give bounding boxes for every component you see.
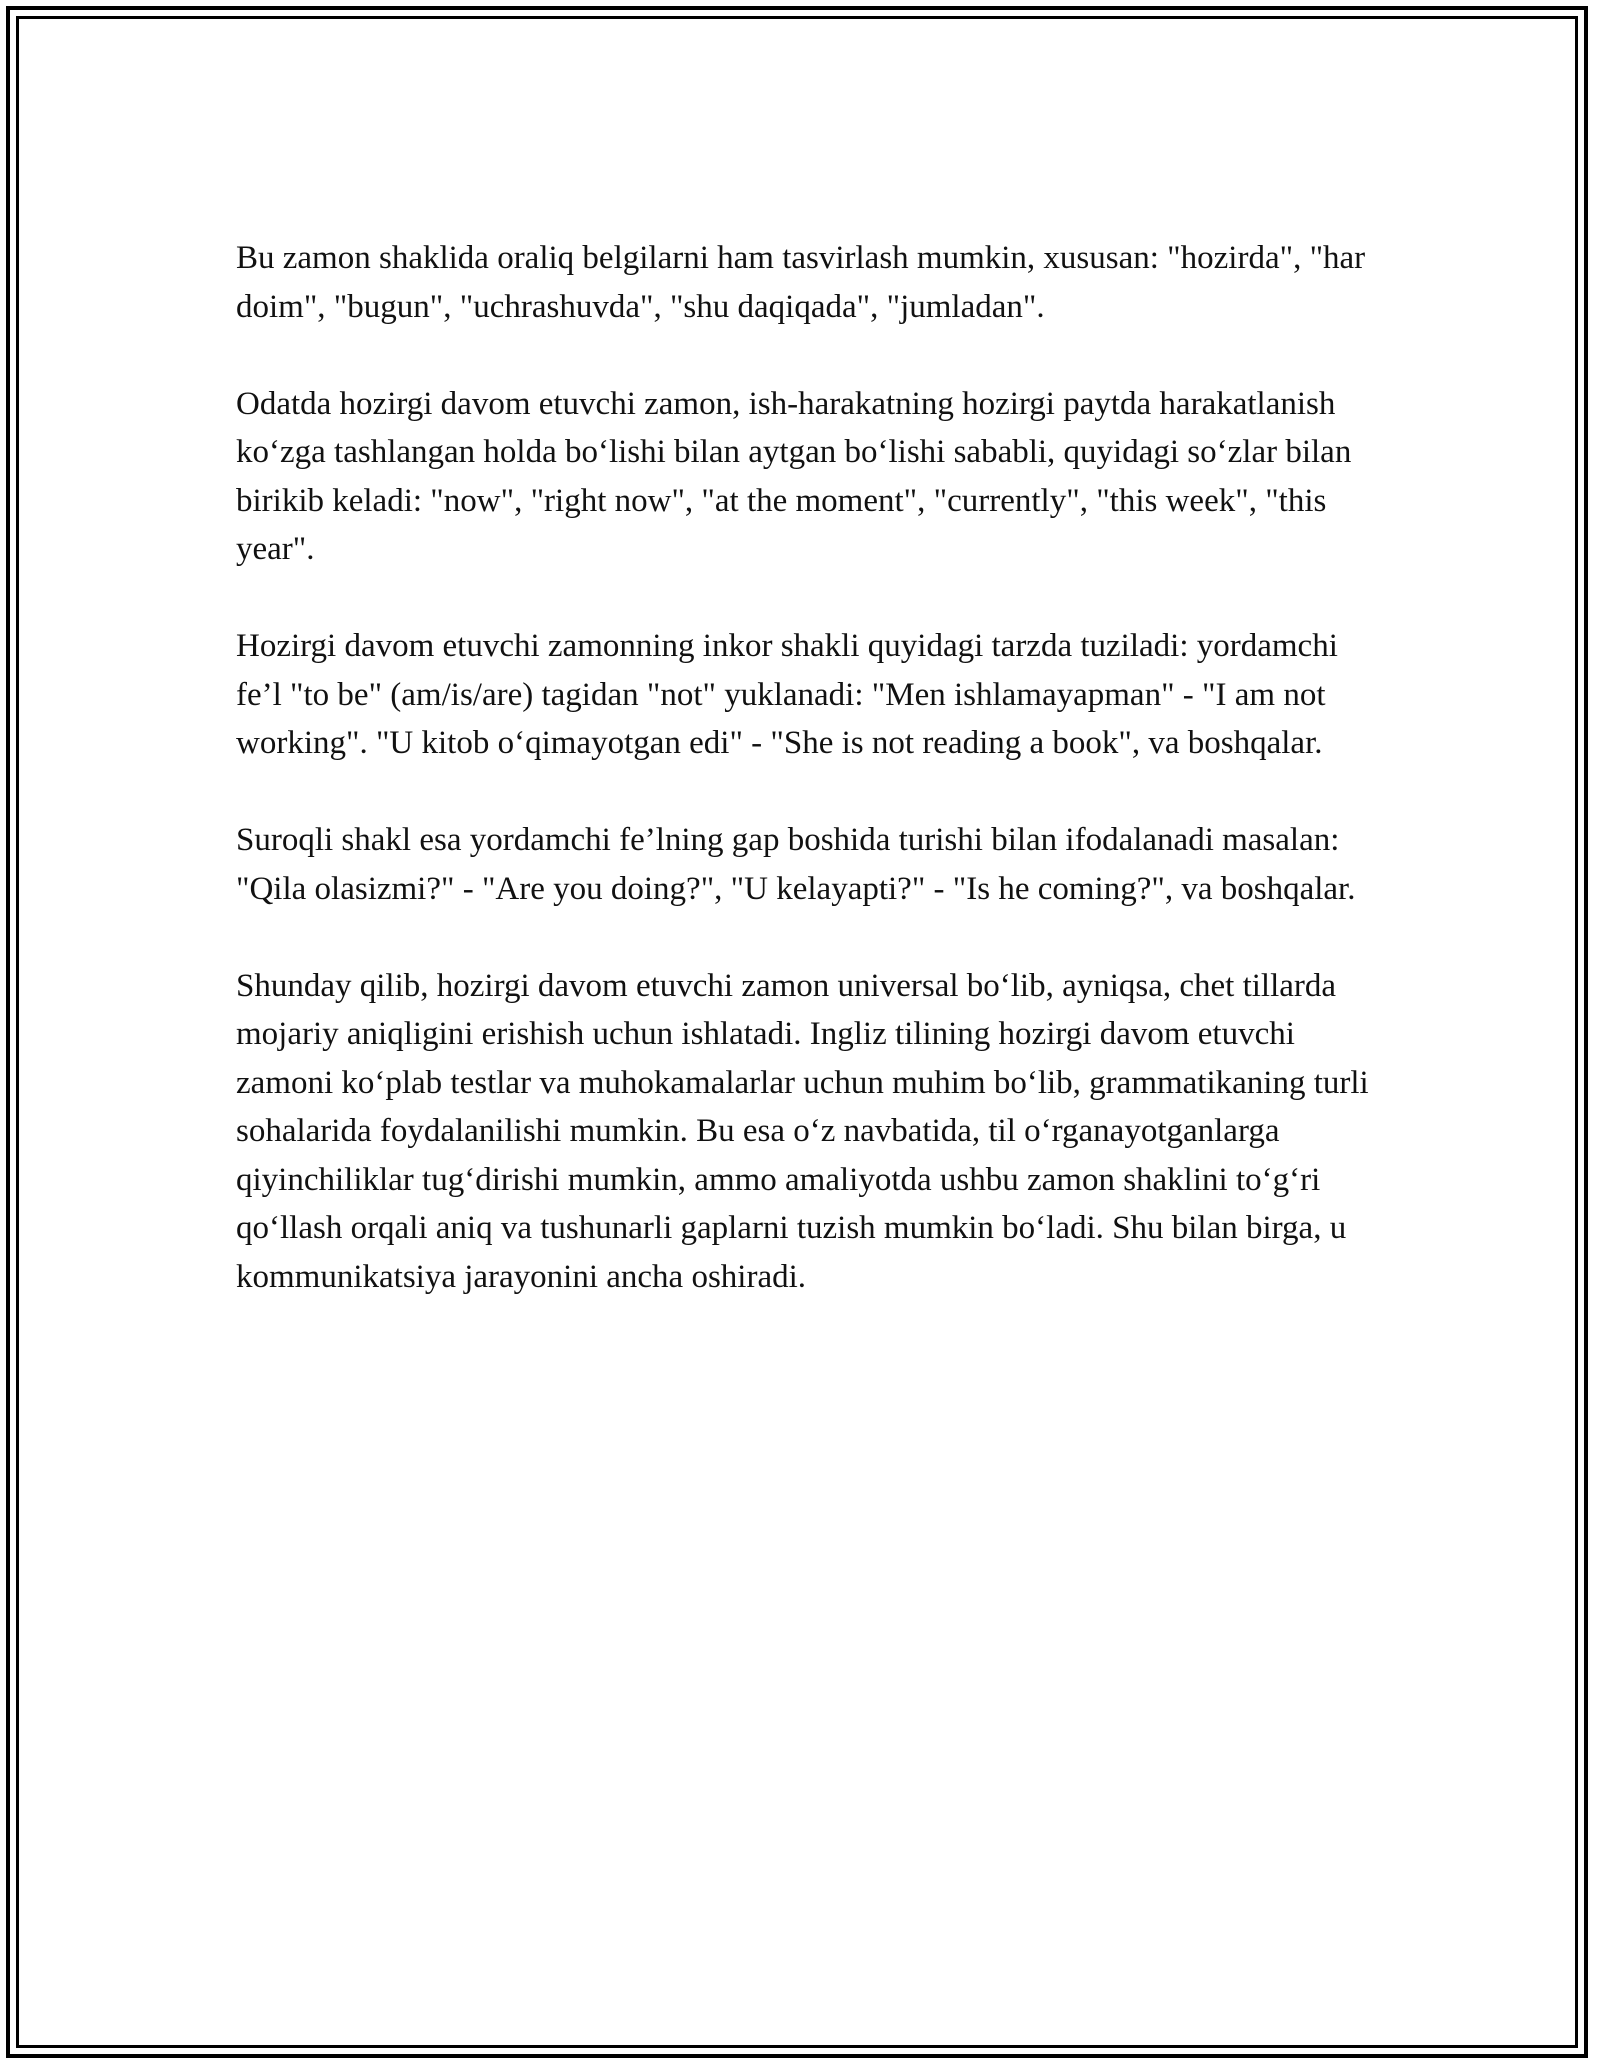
paragraph-4: Suroqli shakl esa yordamchi fe’lning gap boshida turishi bilan ifodalanadi masalan: "Qila olasizmi?" - "Are you doing?", "U kelayapti?" - "Is he coming?", va boshqalar.: [236, 822, 1356, 907]
paragraph-2: Odatda hozirgi davom etuvchi zamon, ish-harakatning hozirgi paytda harakatlanish ko‘zga tashlangan holda bo‘lishi bilan aytgan bo‘lishi sababli, quyidagi so‘zlar bilan birikib keladi: "now", "right now", "at the moment", "currently", "this week", "this year".: [236, 385, 1352, 567]
paragraph-1: Bu zamon shaklida oraliq belgilarni ham tasvirlash mumkin, xususan: "hozirda", "har doim", "bugun", "uchrashuvda", "shu daqiqada", "jumladan".: [236, 240, 1366, 325]
document-body: [236, 234, 1386, 1350]
paragraph-5: Shunday qilib, hozirgi davom etuvchi zamon universal bo‘lib, ayniqsa, chet tillarda mojariy aniqligini erishish uchun ishlatadi. Ingliz tilining hozirgi davom etuvchi zamoni ko‘plab testlar va muhokamalarlar uchun muhim bo‘lib, grammatikaning turli sohalarida foydalanilishi mumkin. Bu esa o‘z navbatida, til o‘rganayotganlarga qiyinchiliklar tug‘dirishi mumkin, ammo amaliyotda ushbu zamon shaklini to‘g‘ri qo‘llash orqali aniq va tushunarli gaplarni tuzish mumkin bo‘ladi. Shu bilan birga, u kommunikatsiya jarayonini ancha oshiradi.: [236, 967, 1369, 1295]
paragraph-3: Hozirgi davom etuvchi zamonning inkor shakli quyidagi tarzda tuziladi: yordamchi fe’l "to be" (am/is/are) tagidan "not" yuklanadi: "Men ishlamayapman" - "I am not working". "U kitob o‘qimayotgan edi" - "She is not reading a book", va boshqalar.: [236, 628, 1338, 761]
